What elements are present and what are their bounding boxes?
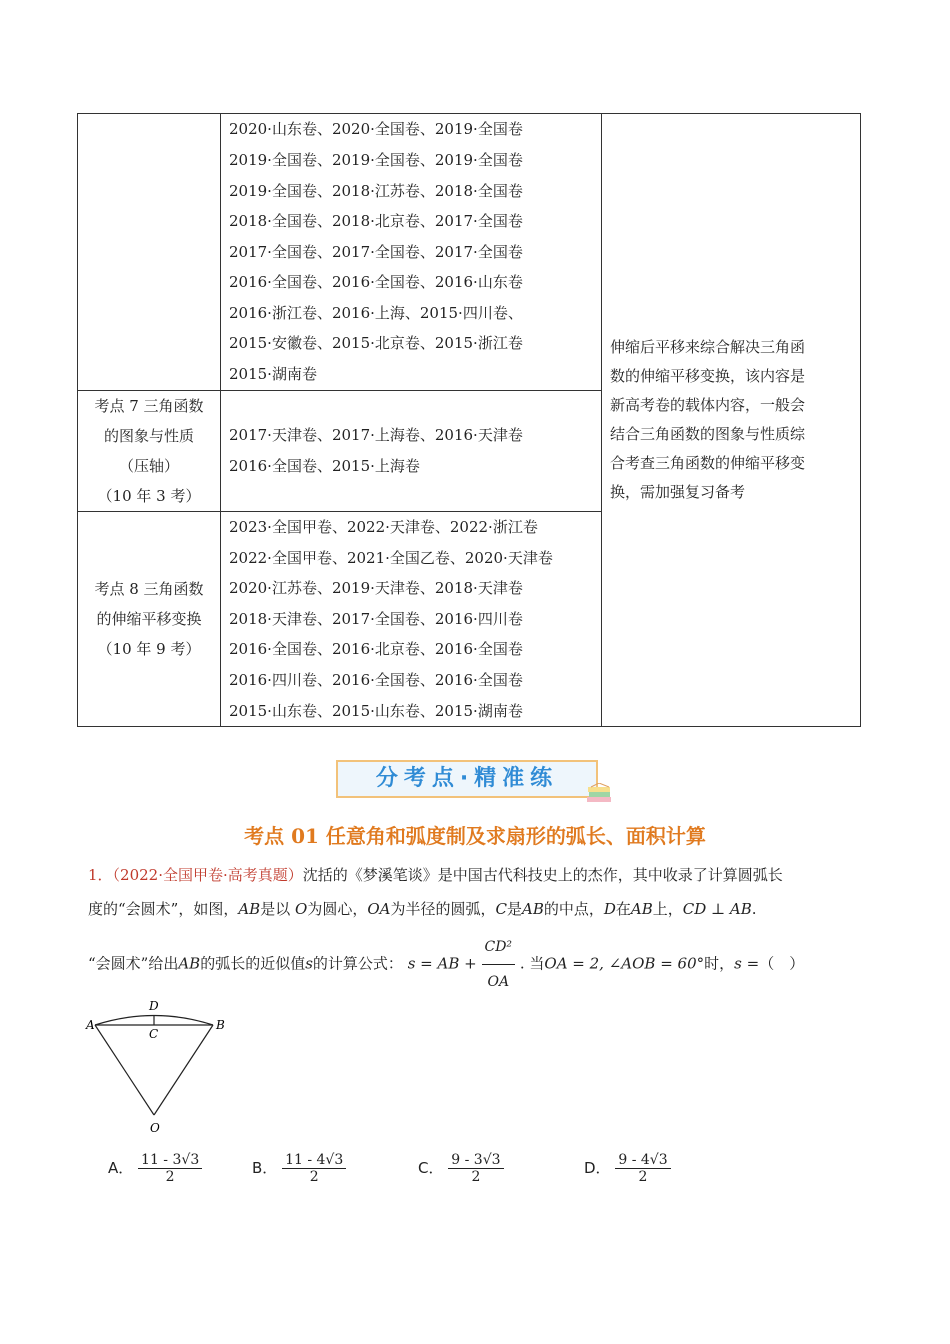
sources-cell-1 xyxy=(221,114,602,391)
question-1 xyxy=(88,858,868,999)
sources-cell-7 xyxy=(221,391,602,512)
topic-cell-8 xyxy=(78,512,221,727)
question-text: “会圆术”给出 xyxy=(88,954,179,973)
option-label: C． xyxy=(418,1159,444,1177)
source-line: 2020·江苏卷、2019·天津卷、2018·天津卷 xyxy=(229,579,523,598)
formula-denominator: OA xyxy=(487,974,510,990)
section-heading: 考点 01 任意角和弧度制及求扇形的弧长、面积计算 xyxy=(244,824,706,848)
label-c: C xyxy=(149,1027,159,1041)
arc-ab: AB xyxy=(178,954,201,973)
source-line: 2019·全国卷、2019·全国卷、2019·全国卷 xyxy=(229,150,523,169)
formula-numerator: CD² xyxy=(482,930,516,965)
radius-oa xyxy=(95,1025,154,1115)
question-line-2 xyxy=(88,892,868,926)
label-a: A xyxy=(86,1018,95,1032)
answer-paren: （ ） xyxy=(759,954,805,973)
option-denominator: 2 xyxy=(309,1169,319,1185)
analysis-cell xyxy=(602,114,861,727)
option-c[interactable] xyxy=(418,1152,504,1185)
question-text: 为半径的圆弧， xyxy=(390,900,496,918)
option-denominator: 2 xyxy=(471,1169,481,1185)
question-text: 时， xyxy=(704,954,735,973)
question-text: 度的“会圆术”，如图， xyxy=(88,900,239,918)
option-denominator: 2 xyxy=(165,1169,175,1185)
option-numerator: 9 - 4√3 xyxy=(615,1152,670,1169)
perp-condition: CD ⊥ AB xyxy=(682,900,752,918)
books-icon xyxy=(585,783,613,805)
topic-cell-7 xyxy=(78,391,221,512)
section-banner xyxy=(336,760,598,798)
question-text: 的计算公式： xyxy=(312,954,403,973)
question-text: . 当 xyxy=(519,954,545,973)
formula-left: s = AB + xyxy=(407,954,477,973)
arc-ab: AB xyxy=(630,900,653,918)
sources-cell-8 xyxy=(221,512,602,727)
source-line: 2015·安徽卷、2015·北京卷、2015·浙江卷 xyxy=(229,334,523,353)
option-fraction xyxy=(448,1152,503,1185)
var-s: s xyxy=(305,954,313,973)
label-d: D xyxy=(149,999,159,1013)
var-oa: OA xyxy=(367,900,391,918)
label-o: O xyxy=(150,1121,160,1135)
source-line: 2019·全国卷、2018·江苏卷、2018·全国卷 xyxy=(229,181,523,200)
sector-diagram xyxy=(80,990,240,1140)
option-fraction xyxy=(282,1152,346,1185)
question-text: 在 xyxy=(615,900,631,918)
option-fraction xyxy=(615,1152,670,1185)
option-d[interactable] xyxy=(584,1152,671,1185)
option-numerator: 9 - 3√3 xyxy=(448,1152,503,1169)
option-denominator: 2 xyxy=(638,1169,648,1185)
question-text: 是 xyxy=(506,900,522,918)
source-line: 2015·湖南卷 xyxy=(229,365,317,384)
question-text: 是以 xyxy=(260,900,291,918)
question-number: 1． xyxy=(88,866,113,884)
condition: OA = 2, ∠AOB = 60° xyxy=(544,954,705,973)
analysis-line: 合考查三角函数的伸缩平移变 xyxy=(610,454,806,473)
topic-line: （压轴） xyxy=(118,457,179,475)
var-o: O xyxy=(295,900,308,918)
var-c: C xyxy=(495,900,507,918)
ask-s: s = xyxy=(734,954,760,973)
topic-line: 考点 7 三角函数 xyxy=(94,397,204,415)
option-label: D． xyxy=(584,1159,611,1177)
option-numerator: 11 - 3√3 xyxy=(138,1152,202,1169)
source-line: 2020·山东卷、2020·全国卷、2019·全国卷 xyxy=(229,120,523,139)
question-line-1 xyxy=(88,858,868,892)
analysis-line: 结合三角函数的图象与性质综 xyxy=(610,425,806,444)
question-line-3 xyxy=(88,930,868,999)
source-line: 2016·全国卷、2016·全国卷、2016·山东卷 xyxy=(229,273,523,292)
source-line: 2016·全国卷、2015·上海卷 xyxy=(229,457,420,475)
source-line: 2017·天津卷、2017·上海卷、2016·天津卷 xyxy=(229,426,523,445)
analysis-line: 新高考卷的载体内容，一般会 xyxy=(610,396,806,415)
question-text: . xyxy=(751,900,757,918)
source-line: 2016·浙江卷、2016·上海、2015·四川卷、 xyxy=(229,303,523,322)
var-ab: AB xyxy=(521,900,544,918)
var-d: D xyxy=(603,900,616,918)
topic-line: 的图象与性质 xyxy=(103,427,194,445)
topic-line: 考点 8 三角函数 xyxy=(94,580,204,599)
source-line: 2016·四川卷、2016·全国卷、2016·全国卷 xyxy=(229,670,523,689)
question-text: 沈括的《梦溪笔谈》是中国古代科技史上的杰作，其中收录了计算圆弧长 xyxy=(302,866,783,884)
question-source: （2022·全国甲卷·高考真题） xyxy=(112,866,303,884)
source-line: 2016·全国卷、2016·北京卷、2016·全国卷 xyxy=(229,640,523,659)
analysis-line: 伸缩后平移来综合解决三角函 xyxy=(610,338,806,357)
source-line: 2017·全国卷、2017·全国卷、2017·全国卷 xyxy=(229,242,523,261)
source-line: 2022·全国甲卷、2021·全国乙卷、2020·天津卷 xyxy=(229,548,553,567)
radius-ob xyxy=(154,1025,213,1115)
source-line: 2015·山东卷、2015·山东卷、2015·湖南卷 xyxy=(229,701,523,720)
topic-line: （10 年 3 考） xyxy=(97,487,201,505)
option-numerator: 11 - 4√3 xyxy=(282,1152,346,1169)
formula-fraction xyxy=(482,930,516,999)
option-b[interactable] xyxy=(252,1152,346,1185)
option-fraction xyxy=(138,1152,202,1185)
option-a[interactable] xyxy=(108,1152,202,1185)
banner-text: 分考点·精准练 xyxy=(375,766,559,791)
arc-ab: AB xyxy=(238,900,261,918)
topic-line: （10 年 9 考） xyxy=(97,640,201,659)
source-line: 2018·全国卷、2018·北京卷、2017·全国卷 xyxy=(229,212,523,231)
topic-cell-empty xyxy=(78,114,221,391)
topic-line: 的伸缩平移变换 xyxy=(96,610,202,629)
source-line: 2023·全国甲卷、2022·天津卷、2022·浙江卷 xyxy=(229,518,538,536)
source-line: 2018·天津卷、2017·全国卷、2016·四川卷 xyxy=(229,609,523,628)
question-text: 上， xyxy=(652,900,683,918)
option-label: A． xyxy=(108,1159,134,1177)
question-text: 为圆心， xyxy=(307,900,368,918)
option-label: B． xyxy=(252,1159,278,1177)
question-text: 的弧长的近似值 xyxy=(200,954,306,973)
analysis-line: 换，需加强复习备考 xyxy=(610,483,746,502)
question-text: 的中点， xyxy=(543,900,604,918)
label-b: B xyxy=(216,1018,225,1032)
analysis-line: 数的伸缩平移变换，该内容是 xyxy=(610,367,806,386)
exam-source-table xyxy=(77,113,861,727)
